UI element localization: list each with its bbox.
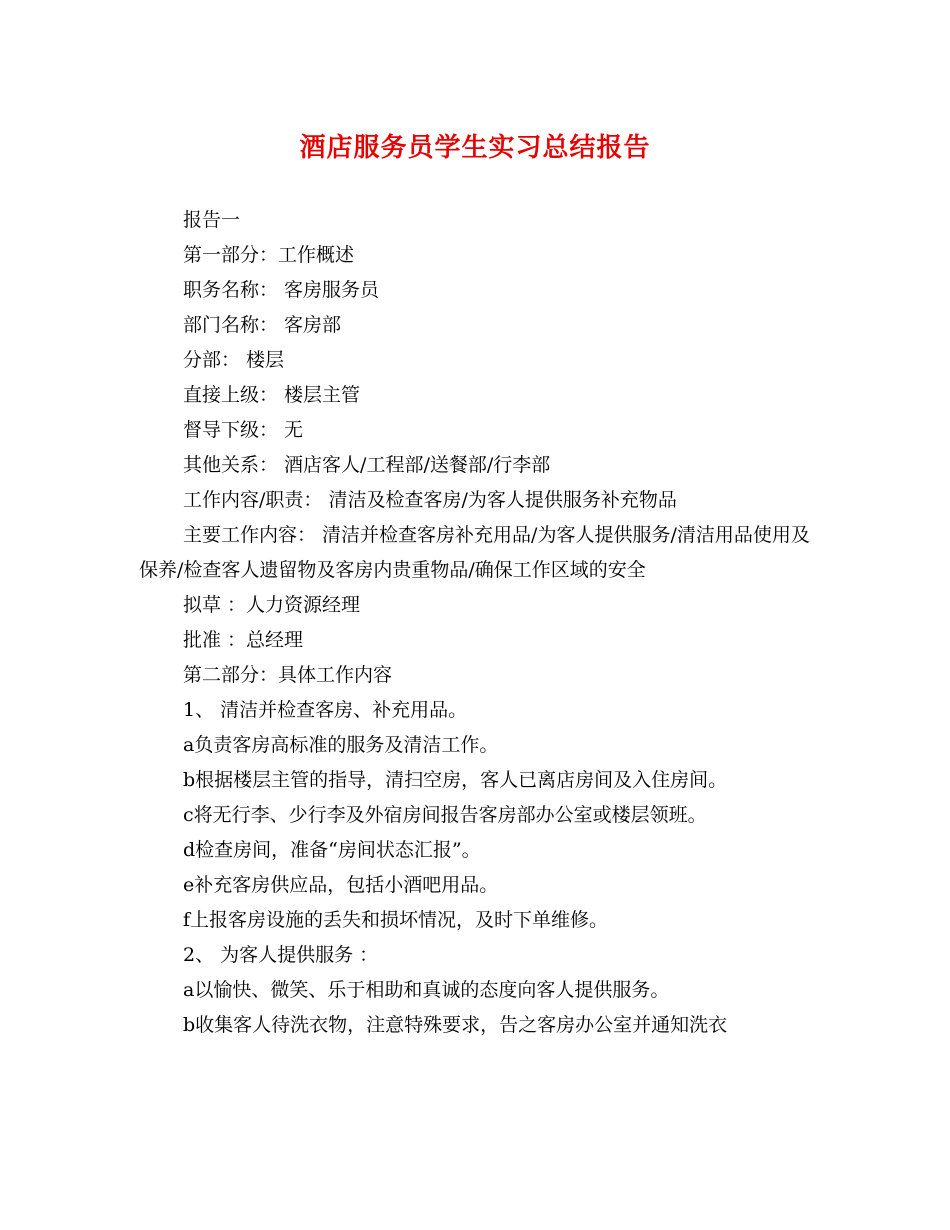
- paragraph-item-2a: a以愉快、微笑、乐于相助和真诚的态度向客人提供服务。: [183, 979, 670, 1001]
- paragraph-item-1d: d检查房间，准备“房间状态汇报”。: [183, 839, 481, 861]
- paragraph-item-1a: a负责客房高标准的服务及清洁工作。: [183, 734, 499, 756]
- paragraph-item-1e: e补充客房供应品，包括小酒吧用品。: [183, 874, 499, 896]
- paragraph-duties: 工作内容/职责： 清洁及检查客房/为客人提供服务补充物品: [183, 489, 677, 511]
- paragraph-item-1b: b根据楼层主管的指导，清扫空房，客人已离店房间及入住房间。: [183, 769, 728, 791]
- document-title: 酒店服务员学生实习总结报告: [299, 133, 651, 163]
- paragraph-department: 部门名称： 客房部: [183, 314, 342, 336]
- paragraph-part-two-heading: 第二部分：具体工作内容: [183, 664, 393, 686]
- paragraph-drafted-by: 拟草 ：人力资源经理: [183, 594, 361, 616]
- paragraph-item-1c: c将无行李、少行李及外宿房间报告客房部办公室或楼层领班。: [183, 804, 707, 826]
- paragraph-report-one: 报告一: [183, 209, 241, 231]
- paragraph-item-2b: b收集客人待洗衣物，注意特殊要求，告之客房办公室并通知洗衣: [183, 1014, 728, 1036]
- paragraph-other-relations: 其他关系： 酒店客人/工程部/送餐部/行李部: [183, 454, 551, 476]
- document-body: [139, 203, 815, 1043]
- paragraph-approved-by: 批准 ：总经理: [183, 629, 304, 651]
- paragraph-part-one-heading: 第一部分：工作概述: [183, 244, 355, 266]
- paragraph-job-title: 职务名称： 客房服务员: [183, 279, 380, 301]
- paragraph-main-work: 主要工作内容： 清洁并检查客房补充用品/为客人提供服务/清洁用品使用及保养/检查客人遗留物及客房内贵重物品/确保工作区域的安全: [139, 524, 810, 581]
- paragraph-direct-supervisor: 直接上级： 楼层主管: [183, 384, 361, 406]
- paragraph-division: 分部： 楼层: [183, 349, 285, 371]
- paragraph-item-1f: f上报客房设施的丢失和损坏情况，及时下单维修。: [183, 909, 609, 931]
- paragraph-item-1: 1、 清洁并检查客房、补充用品。: [183, 699, 468, 721]
- paragraph-subordinates: 督导下级： 无: [183, 419, 304, 441]
- paragraph-item-2: 2、 为客人提供服务 ：: [183, 944, 379, 966]
